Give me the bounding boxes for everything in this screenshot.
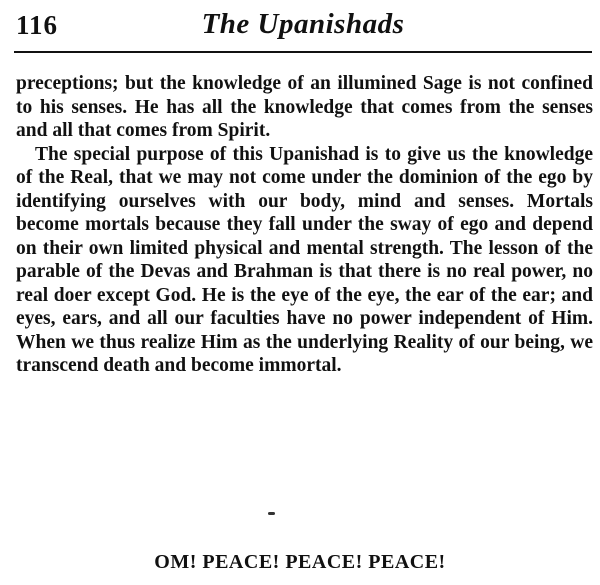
paragraph-continuation: preceptions; but the knowledge of an illumined Sage is not confined to his senses. He has all the knowledge that comes from the senses and all that comes from Spirit. [16,73,593,141]
page-number: 116 [16,10,59,40]
body-text [16,72,593,378]
header-rule [14,51,592,53]
paragraph-special-purpose: The special purpose of this Upanishad is to give us the knowledge of the Real, that we may not come under the dominion of the ego by identifying ourselves with our body, mind and senses. Mortals become mortals because they fall under the sway of ego and depend on their own limited physical and mental strength. The lesson of the parable of the Devas and Brahman is that there is no real power, no real doer except God. He is the eye of the eye, the ear of the ear; and eyes, ears, and all our faculties have no power independent of Him. When we thus realize Him as the underlying Reality of our being, we transcend death and become immortal. [16,143,593,376]
page-header [16,6,590,46]
closing-invocation: OM! PEACE! PEACE! PEACE! [154,551,446,573]
ornament-mark [268,512,275,515]
running-title: The Upanishads [201,8,405,40]
